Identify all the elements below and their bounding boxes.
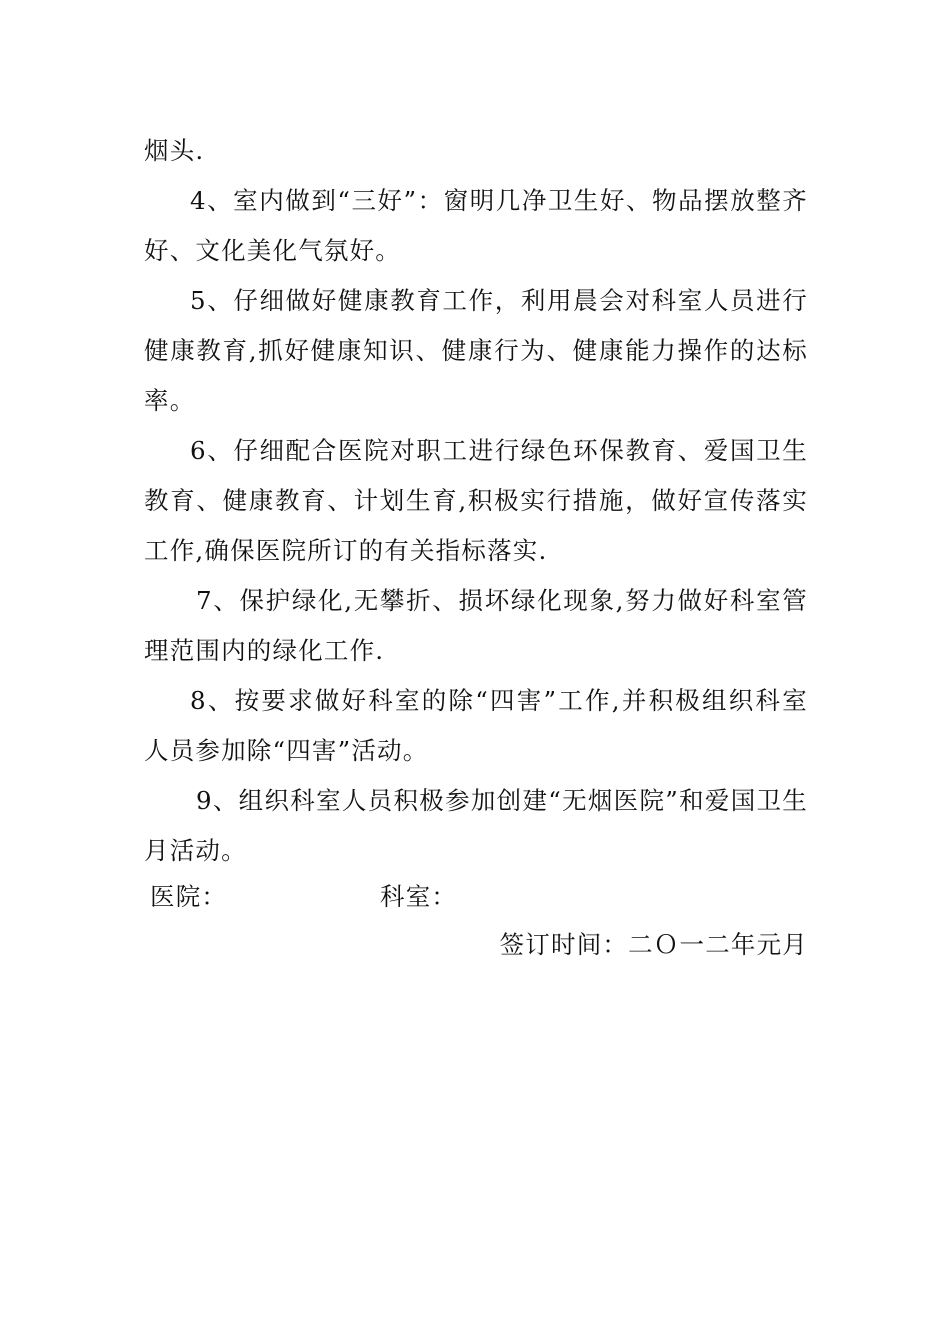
signature-row [150,872,810,922]
paragraph-item-8: 8、按要求做好科室的除“四害”工作,并积极组织科室人员参加除“四害”活动。 [144,686,808,765]
hospital-signature-label: 医院： [150,882,228,911]
paragraph-item-6: 6、仔细配合医院对职工进行绿色环保教育、爱国卫生教育、健康教育、计划生育,积极实行措施，做好宣传落实工作,确保医院所订的有关指标落实. [144,436,808,565]
signing-date: 签订时间：二Ｏ一二年元月 [499,930,808,959]
department-signature-label: 科室： [380,882,458,911]
document-body [144,126,808,876]
paragraph-item-9: 9、组织科室人员积极参加创建“无烟医院”和爱国卫生月活动。 [144,786,808,865]
paragraph-item-4: 4、室内做到“三好”：窗明几净卫生好、物品摆放整齐好、文化美化气氛好。 [144,186,808,265]
paragraph-item-5: 5、仔细做好健康教育工作，利用晨会对科室人员进行健康教育,抓好健康知识、健康行为、健康能力操作的达标率。 [144,286,808,415]
paragraph-continuation: 烟头. [144,136,205,165]
paragraph-item-7: 7、保护绿化,无攀折、损坏绿化现象,努力做好科室管理范围内的绿化工作. [144,586,808,665]
